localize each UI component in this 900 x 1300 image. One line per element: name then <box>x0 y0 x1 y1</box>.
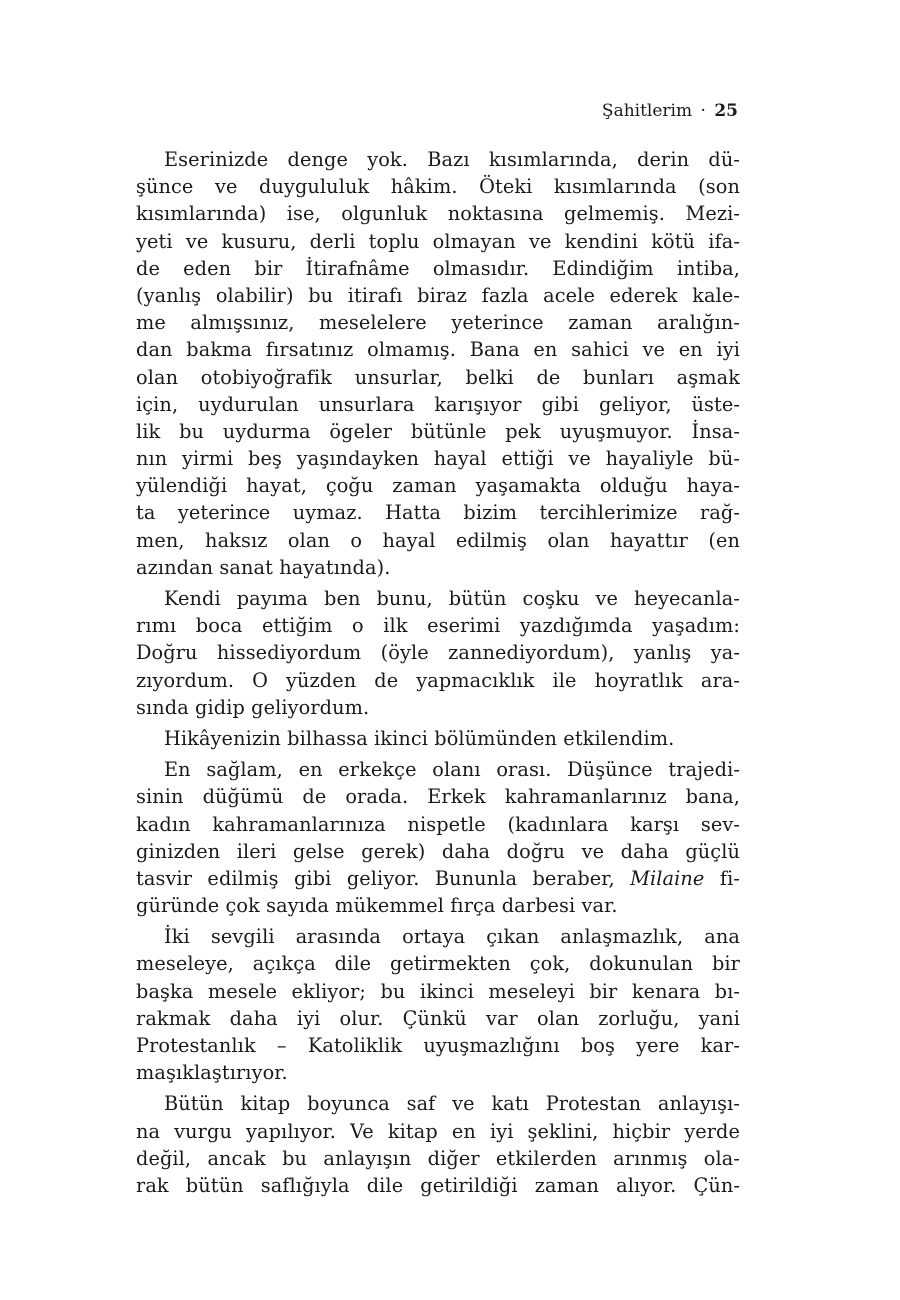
text-line: na vurgu yapılıyor. Ve kitap en iyi şeklini, hiçbir yerde <box>136 1119 740 1143</box>
text-line: başka mesele ekliyor; bu ikinci meseleyi bir kenara bı- <box>136 979 740 1003</box>
text-line: rak bütün saflığıyla dile getirildiği zaman alıyor. Çün- <box>136 1173 740 1197</box>
text-line-with-italic <box>136 865 740 892</box>
running-header <box>0 101 738 121</box>
text-line: Bütün kitap boyunca saf ve katı Protestan anlayışı- <box>164 1092 740 1116</box>
text-line: Eserinizde denge yok. Bazı kısımlarında, derin dü- <box>164 148 740 171</box>
text-line: için, uydurulan unsurlara karışıyor gibi geliyor, üste- <box>136 392 740 416</box>
text-line: yeti ve kusuru, derli toplu olmayan ve kendini kötü ifa- <box>136 229 740 253</box>
text-line: zıyordum. O yüzden de yapmacıklık ile hoyratlık ara- <box>136 668 740 692</box>
text-line: rımı boca ettiğim o ilk eserimi yazdığımda yaşadım: <box>136 614 740 638</box>
text-line: ta yeterince uymaz. Hatta bizim tercihlerimize rağ- <box>136 501 740 525</box>
text-line: Hikâyenizin bilhassa ikinci bölümünden etkilendim. <box>164 726 675 750</box>
text-line: şünce ve duygululuk hâkim. Öteki kısımlarında (son <box>136 175 740 199</box>
text-line: ginizden ileri gelse gerek) daha doğru ve daha güçlü <box>136 839 740 863</box>
text-line: me almışsınız, meselelere yeterince zaman aralığın- <box>136 311 740 335</box>
text-line: de eden bir İtirafnâme olmasıdır. Edindiğim intiba, <box>136 256 740 280</box>
text-line: sında gidip geliyordum. <box>136 695 370 719</box>
text-line: Protestanlık – Katoliklik uyuşmazlığını boş yere kar- <box>136 1034 740 1057</box>
text-line: İki sevgili arasında ortaya çıkan anlaşmazlık, ana <box>164 925 740 949</box>
text-line: azından sanat hayatında). <box>136 555 391 579</box>
text-line: güründe çok sayıda mükemmel fırça darbesi var. <box>136 894 618 918</box>
paragraph-6 <box>136 1090 740 1199</box>
text-line: kadın kahramanlarınıza nispetle (kadınlara karşı sev- <box>136 812 740 836</box>
text-segment: tasvir edilmiş gibi geliyor. Bununla beraber, <box>136 866 631 890</box>
text-line: olan otobiyoğrafik unsurlar, belki de bunları aşmak <box>136 365 740 389</box>
text-line: sinin düğümü de orada. Erkek kahramanlarınız bana, <box>136 785 740 809</box>
text-line: rakmak daha iyi olur. Çünkü var olan zorluğu, yani <box>136 1006 740 1030</box>
text-line: değil, ancak bu anlayışın diğer etkilerden arınmış ola- <box>136 1146 740 1170</box>
paragraph-1 <box>136 146 740 581</box>
italic-name: Milaine <box>630 866 705 890</box>
text-line: (yanlış olabilir) bu itirafı biraz fazla acele ederek kale- <box>136 283 740 307</box>
text-line: men, haksız olan o hayal edilmiş olan hayattır (en <box>136 528 740 552</box>
paragraph-2 <box>136 585 740 721</box>
text-line: nın yirmi beş yaşındayken hayal ettiği ve hayaliyle bü- <box>136 447 740 471</box>
paragraph-3 <box>136 725 740 752</box>
text-line: maşıklaştırıyor. <box>136 1061 288 1085</box>
text-line: meseleye, açıkça dile getirmekten çok, dokunulan bir <box>136 952 740 976</box>
page-number: 25 <box>714 101 738 121</box>
paragraph-5 <box>136 923 740 1086</box>
chapter-title: Şahitlerim <box>601 101 693 121</box>
text-line: Doğru hissediyordum (öyle zannediyordum), yanlış ya- <box>136 641 740 665</box>
text-line: kısımlarında) ise, olgunluk noktasına gelmemiş. Mezi- <box>136 202 740 226</box>
text-line: lik bu uydurma ögeler bütünle pek uyuşmuyor. İnsa- <box>136 419 740 443</box>
body-text <box>136 146 740 1203</box>
text-line: Kendi payıma ben bunu, bütün coşku ve heyecanla- <box>164 587 740 610</box>
text-line: yülendiği hayat, çoğu zaman yaşamakta olduğu haya- <box>136 474 740 498</box>
paragraph-4 <box>136 756 740 919</box>
header-separator: · <box>700 101 706 121</box>
text-line: En sağlam, en erkekçe olanı orası. Düşünce trajedi- <box>164 758 740 782</box>
text-line: dan bakma fırsatınız olmamış. Bana en sahici ve en iyi <box>136 338 740 362</box>
text-segment: fi- <box>704 866 740 890</box>
